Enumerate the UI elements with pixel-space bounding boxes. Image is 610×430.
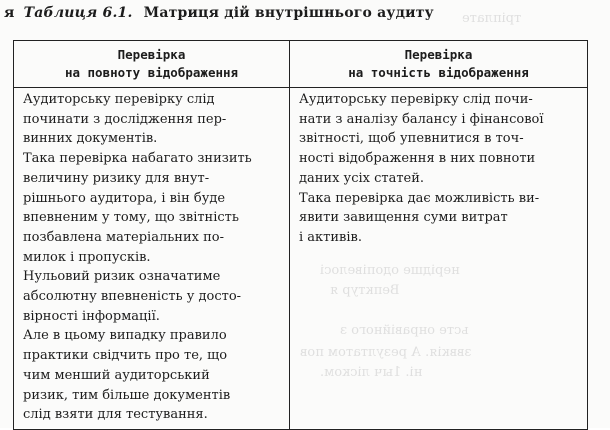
text-line: явити завищення суми витрат [299, 210, 508, 226]
text-line: Але в цьому випадку правило [23, 328, 227, 344]
text-line: рішнього аудитора, і він буде [23, 190, 226, 206]
text-line: абсолютну впевненість у досто- [23, 289, 242, 305]
text-line: Аудиторську перевірку слід [23, 92, 215, 107]
bleed-through-text: ьсте онравійного з [340, 323, 469, 338]
text-line: вірності інформації. [23, 308, 160, 324]
header-line: на точність відображення [348, 65, 529, 80]
bleed-through-text: зввкія. А резултатом пов [300, 345, 472, 360]
audit-matrix-table [13, 40, 588, 430]
column-header-completeness [14, 41, 290, 88]
bleed-through-text: ні. 1ыч ліском. [320, 365, 423, 380]
table-header-row [14, 41, 588, 88]
text-line: звітності, щоб упевнитися в точ- [299, 131, 524, 147]
caption-title: Матриця дій внутрішнього аудиту [143, 5, 434, 21]
header-line: Перевірка [404, 47, 473, 62]
text-line: даних усіх статей. [299, 170, 425, 186]
paragraph [23, 326, 285, 425]
table-caption [4, 5, 434, 21]
paragraph [23, 267, 285, 326]
table-row [14, 88, 588, 430]
paragraph [23, 90, 285, 149]
text-line: впевненим у тому, що звітність [23, 210, 239, 226]
text-line: починати з дослідження пер- [23, 111, 227, 127]
bleed-through-text: тріплате [462, 11, 522, 26]
header-line: на повноту відображення [64, 65, 239, 80]
text-line: винних документів. [23, 131, 158, 147]
bleed-through-text: нерідше одопівелосі [320, 263, 460, 278]
text-line: практики свідчить про те, що [23, 348, 228, 364]
caption-marker: я [4, 5, 15, 21]
cell-completeness [14, 88, 290, 430]
text-line: і активів. [299, 229, 362, 245]
text-line: нати з аналізу балансу і фінансової [299, 111, 544, 127]
text-line: Аудиторську перевірку слід почи- [299, 92, 533, 107]
text-line: ності відображення в них повноти [299, 151, 536, 167]
text-line: слід взяти для тестування. [23, 407, 208, 423]
paragraph [23, 149, 285, 267]
text-line: позбавлена матеріальних по- [23, 229, 224, 245]
cell-accuracy [290, 88, 588, 430]
paragraph [299, 189, 583, 248]
caption-label: Таблиця 6.1. [23, 5, 133, 21]
header-line: Перевірка [117, 47, 186, 62]
text-line: Така перевірка набагато знизить [23, 151, 252, 167]
bleed-through-text: Вепктур я [330, 283, 400, 298]
text-line: Така перевірка дає можливість ви- [299, 190, 540, 206]
text-line: величину ризику для внут- [23, 170, 210, 186]
text-line: милок і пропусків. [23, 249, 151, 265]
text-line: чим менший аудиторський [23, 367, 210, 383]
text-line: ризик, тим більше документів [23, 387, 231, 403]
column-header-accuracy [290, 41, 588, 88]
paragraph [299, 90, 583, 189]
text-line: Нульовий ризик означатиме [23, 269, 221, 285]
